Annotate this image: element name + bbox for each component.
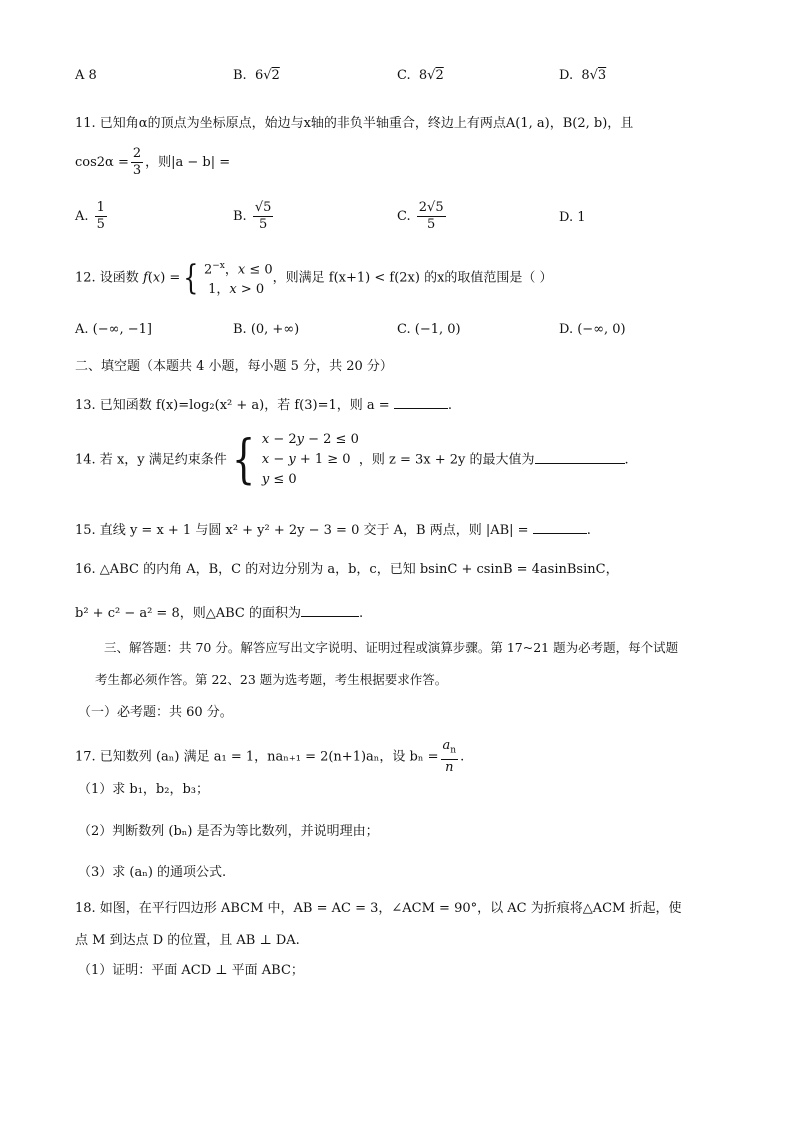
q17-part3: （3）求 (aₙ) 的通项公式. [78, 865, 227, 880]
section-3-heading: 三、解答题：共 70 分。解答应写出文字说明、证明过程或演算步骤。第 17~21 题为必考题，每个试题 [104, 640, 679, 655]
section-2-heading: 二、填空题（本题共 4 小题，每小题 5 分，共 20 分） [75, 359, 393, 374]
answer-blank [301, 602, 359, 617]
q17-part2: （2）判断数列 (bₙ) 是否为等比数列，并说明理由； [78, 824, 379, 839]
q11-option-b: B. $\frac{√5}{5}$ [233, 200, 272, 232]
q17-stem: 17. 已知数列 (aₙ) 满足 a₁ = 1，naₙ₊₁ = 2(n+1)aₙ，设 bₙ = $\frac{a_n}{n}$ . [75, 738, 465, 775]
q16-line2-text: b² + c² − a² = 8，则△ABC 的面积为 [75, 606, 301, 621]
q10-option-c-label: C. [397, 68, 411, 83]
q18-line1: 18. 如图，在平行四边形 ABCM 中，AB = AC = 3，∠ACM = 90°，以 AC 为折痕将△ACM 折起，使 [75, 901, 682, 916]
q11-option-b-label: B. [233, 209, 247, 224]
section-3-instructions: 考生都必须作答。第 22、23 题为选考题，考生根据要求作答。 [95, 672, 448, 687]
q14-suffix: ，则 z = 3x + 2y 的最大值为 [358, 452, 535, 468]
fraction: $\frac{2}{3}$ [132, 146, 142, 178]
answer-blank [533, 519, 587, 534]
q17-part1: （1）求 b₁，b₂，b₃； [78, 782, 210, 797]
q10-option-a: A 8 [75, 68, 97, 83]
q17-stem-text: 17. 已知数列 (aₙ) 满足 a₁ = 1，naₙ₊₁ = 2(n+1)aₙ，设 bₙ = [75, 749, 439, 765]
q11-option-a-label: A. [75, 209, 89, 224]
answer-blank [394, 394, 448, 409]
q11-ask: ，则|a − b| = [145, 155, 231, 170]
answer-blank [535, 449, 625, 464]
q11-option-c-label: C. [397, 209, 411, 224]
q12-option-c: C. (−1, 0) [397, 322, 461, 337]
q10-option-c: C. 8√2 [397, 68, 444, 83]
q12-stem: 12. 设函数 f(x) ={ $2^{-x}$，x ≤ 0 1，x > 0 ，则满足 f(x+1) < f(2x) 的x的取值范围是（ ） [75, 256, 553, 300]
q11-stem: 11. 已知角α的顶点为坐标原点，始边与x轴的非负半轴重合，终边上有两点A(1, a)，B(2, b)，且 [75, 116, 634, 131]
q12-option-d: D. (−∞, 0) [559, 322, 626, 337]
q11-option-c: C. $\frac{2√5}{5}$ [397, 200, 444, 232]
q18-part1: （1）证明：平面 ACD ⊥ 平面 ABC； [78, 963, 304, 978]
q15-text: 15. 直线 y = x + 1 与圆 x² + y² + 2y − 3 = 0 交于 A，B 两点，则 |AB| = [75, 523, 529, 538]
piecewise-cases: $2^{-x}$，x ≤ 0 1，x > 0 [203, 261, 273, 298]
required-subsection: （一）必考题：共 60 分。 [78, 705, 233, 720]
left-brace-icon: { [183, 258, 199, 299]
q12-suffix: ，则满足 f(x+1) < f(2x) 的x的取值范围是（ ） [272, 270, 553, 286]
q14: 14. 若 x，y 满足约束条件{ x − 2y − 2 ≤ 0 x − y + 1 ≥ 0 y ≤ 0 ，则 z = 3x + 2y 的最大值为 . [75, 430, 629, 490]
q10-option-b: B. 6√2 [233, 68, 280, 83]
q12-prefix: 12. 设函数 [75, 270, 139, 286]
q12-option-b: B. (0, +∞) [233, 322, 300, 337]
q18-line2: 点 M 到达点 D 的位置，且 AB ⊥ DA. [75, 933, 300, 948]
q13: 13. 已知函数 f(x)=log₂(x² + a)，若 f(3)=1，则 a = . [75, 394, 452, 416]
q10-option-d-label: D. [559, 68, 574, 83]
q15: 15. 直线 y = x + 1 与圆 x² + y² + 2y − 3 = 0 交于 A，B 两点，则 |AB| = . [75, 519, 591, 541]
constraint-system: x − 2y − 2 ≤ 0 x − y + 1 ≥ 0 y ≤ 0 [261, 432, 359, 487]
q11-option-a: A. $\frac{1}{5}$ [75, 200, 105, 232]
q11-option-d: D. 1 [559, 210, 586, 225]
q16-line1: 16. △ABC 的内角 A，B，C 的对边分别为 a，b，c，已知 bsinC + csinB = 4asinBsinC， [75, 562, 619, 577]
q11-condition: cos2α = $\frac{2}{3}$ ，则|a − b| = [75, 146, 231, 178]
left-brace-icon: { [231, 430, 255, 490]
q10-option-d: D. 8√3 [559, 68, 607, 83]
q13-text: 13. 已知函数 f(x)=log₂(x² + a)，若 f(3)=1，则 a = [75, 398, 390, 413]
q10-option-b-label: B. [233, 68, 247, 83]
q16-line2: b² + c² − a² = 8，则△ABC 的面积为 . [75, 602, 363, 624]
q12-option-a: A. (−∞, −1] [75, 322, 152, 337]
q14-prefix: 14. 若 x，y 满足约束条件 [75, 452, 227, 468]
